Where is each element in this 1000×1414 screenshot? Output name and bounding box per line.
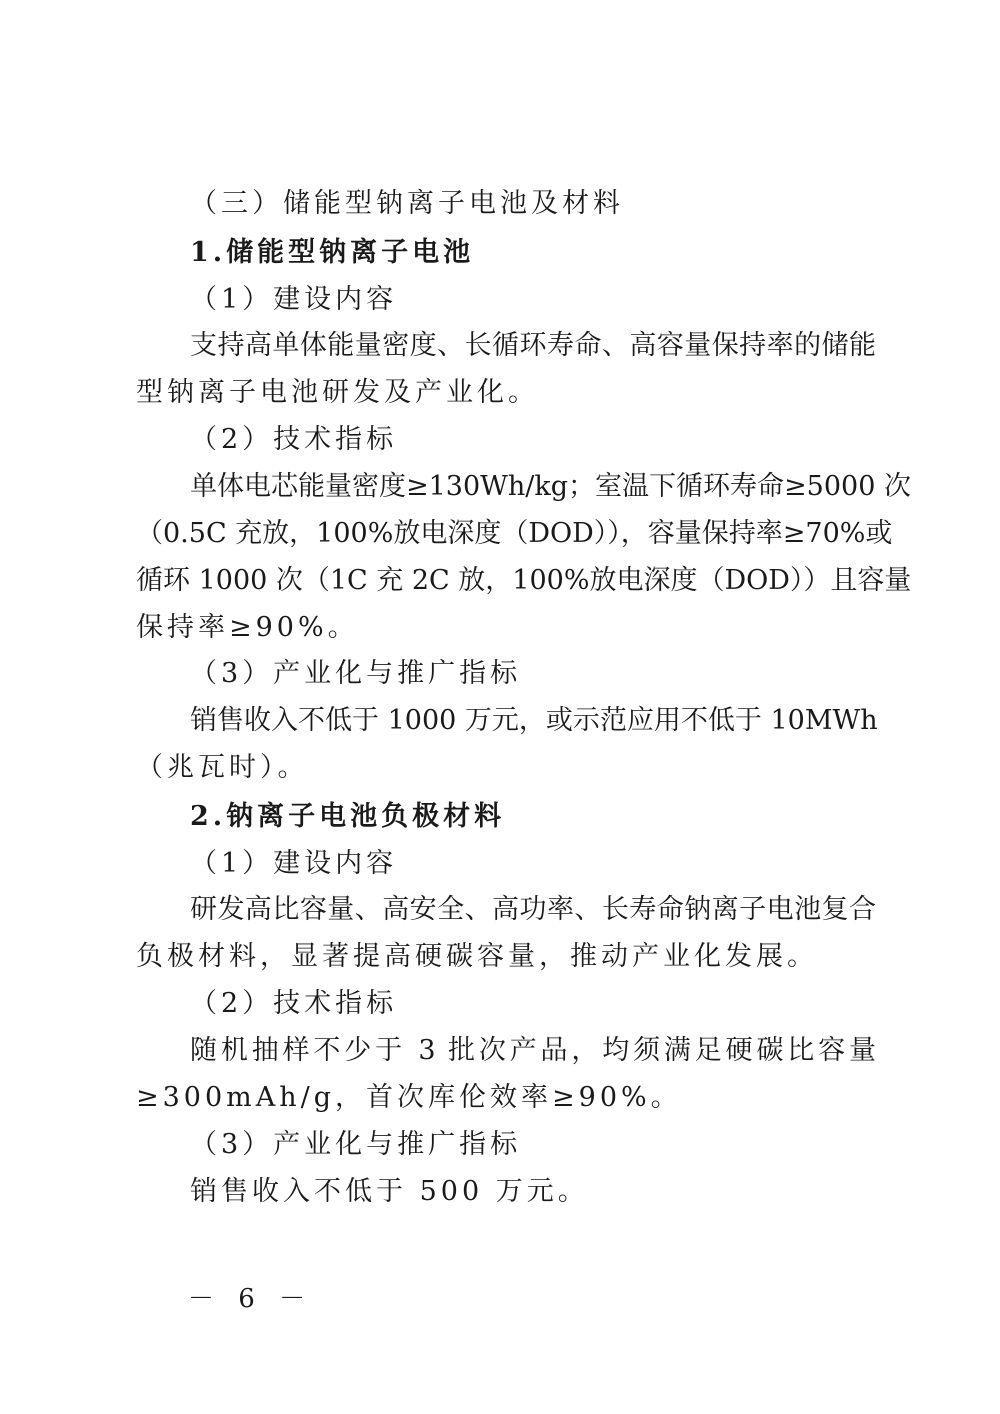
paragraph-line: 负极材料，显著提高硬碳容量，推动产业化发展。 xyxy=(136,941,818,972)
paragraph-line: （0.5C 充放，100%放电深度（DOD）），容量保持率≥70%或 xyxy=(136,518,893,549)
paragraph-line: 随机抽样不少于 3 批次产品，均须满足硬碳比容量 xyxy=(190,1035,876,1066)
technical-heading: （2）技术指标 xyxy=(190,988,398,1019)
paragraph-line: 销售收入不低于 1000 万元，或示范应用不低于 10MWh xyxy=(190,705,878,736)
paragraph-line: 型钠离子电池研发及产业化。 xyxy=(136,377,539,408)
page-number: － 6 － xyxy=(188,1284,314,1314)
industrialization-heading: （3）产业化与推广指标 xyxy=(190,1129,522,1160)
industrialization-heading: （3）产业化与推广指标 xyxy=(190,658,522,689)
technical-heading: （2）技术指标 xyxy=(190,424,398,455)
item-title: 1.储能型钠离子电池 xyxy=(190,237,475,268)
paragraph-line: 研发高比容量、高安全、高功率、长寿命钠离子电池复合 xyxy=(190,894,876,925)
paragraph-line: 销售收入不低于 500 万元。 xyxy=(190,1176,589,1207)
item-title: 2.钠离子电池负极材料 xyxy=(190,801,506,832)
paragraph-line: （兆瓦时）。 xyxy=(136,752,309,783)
paragraph-line: ≥300mAh/g，首次库伦效率≥90%。 xyxy=(136,1082,682,1113)
paragraph-line: 单体电芯能量密度≥130Wh/kg；室温下循环寿命≥5000 次 xyxy=(190,471,911,502)
construction-heading: （1）建设内容 xyxy=(190,284,398,315)
paragraph-line: 支持高单体能量密度、长循环寿命、高容量保持率的储能 xyxy=(190,330,876,361)
paragraph-line: 保持率≥90%。 xyxy=(136,612,359,643)
paragraph-line: 循环 1000 次（1C 充 2C 放，100%放电深度（DOD））且容量 xyxy=(136,565,912,596)
section-heading: （三）储能型钠离子电池及材料 xyxy=(190,188,624,219)
construction-heading: （1）建设内容 xyxy=(190,848,398,879)
